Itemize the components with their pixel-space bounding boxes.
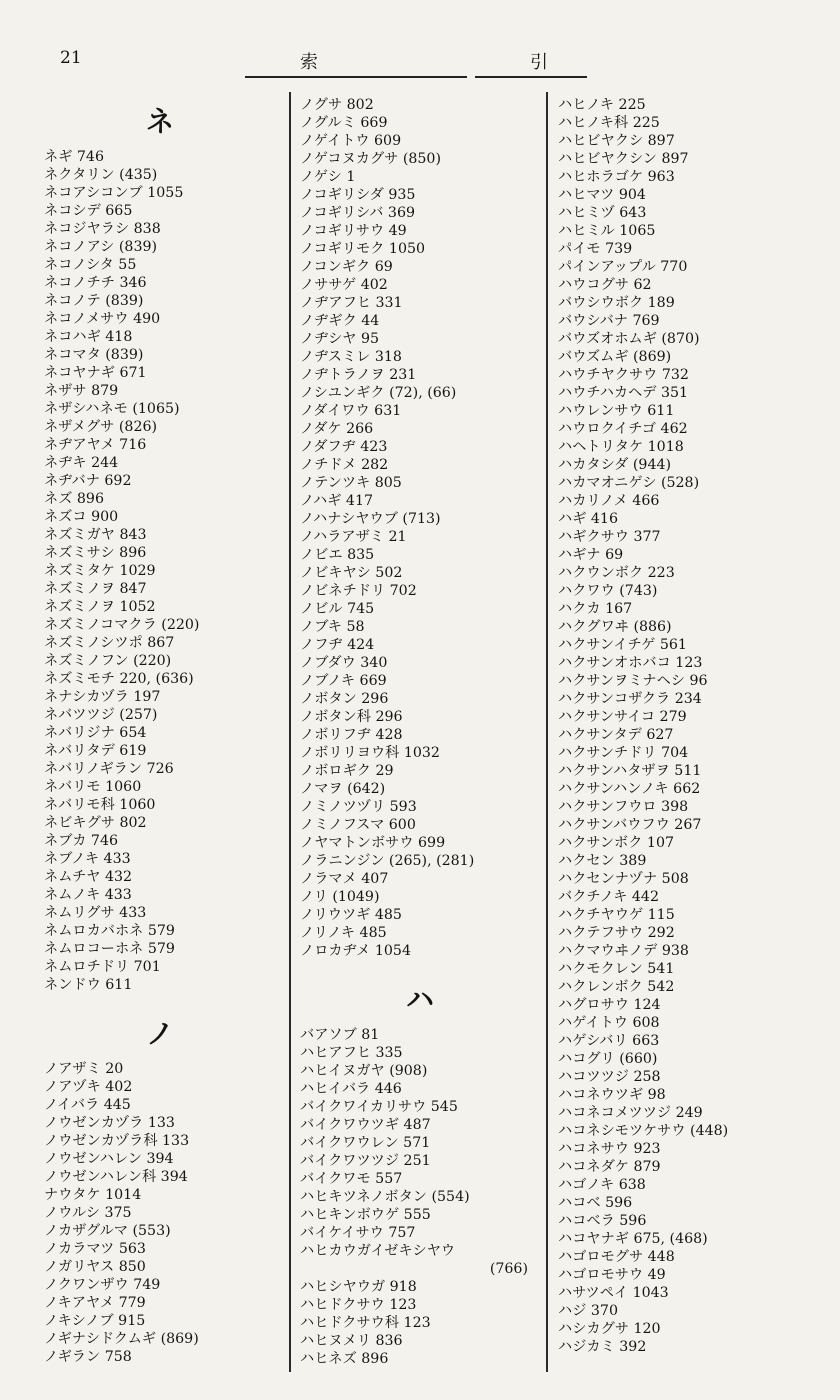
index-entry: ネムリグサ 433 — [44, 905, 147, 921]
index-entry: ノササゲ 402 — [300, 277, 388, 293]
index-entry: ハウロクイチゴ 462 — [558, 421, 688, 437]
index-entry: ネズミモチ 220, (636) — [44, 671, 194, 687]
index-entry: ハヒキツネノボタン (554) — [300, 1189, 470, 1205]
index-entry: ノチドメ 282 — [300, 457, 389, 473]
index-entry: ノマヲ (642) — [300, 781, 386, 797]
index-entry: ノフヂ 424 — [300, 637, 375, 653]
index-entry: ノカザグルマ (553) — [44, 1223, 171, 1239]
index-entry: ハクカ 167 — [558, 601, 633, 617]
index-entry: ノリ (1049) — [300, 889, 380, 905]
index-entry: ノキシノブ 915 — [44, 1313, 146, 1329]
index-entry: ネムロコーホネ 579 — [44, 941, 175, 957]
index-entry: ノロカヂメ 1054 — [300, 943, 411, 959]
index-entry: ハクウンボク 223 — [558, 565, 675, 581]
index-entry: ネンドウ 611 — [44, 977, 133, 993]
index-entry: ハゲシバリ 663 — [558, 1033, 660, 1049]
index-entry: ノグサ 802 — [300, 97, 374, 113]
index-entry: ノミノフスマ 600 — [300, 817, 416, 833]
index-entry: バイケイサウ 757 — [300, 1225, 416, 1241]
index-entry: ノヂアフヒ 331 — [300, 295, 403, 311]
index-entry: ハクサンコザクラ 234 — [558, 691, 702, 707]
index-entry: ノボリリヨウ科 1032 — [300, 745, 440, 761]
index-entry: ハサツペイ 1043 — [558, 1285, 669, 1301]
index-entry: ノダイワウ 631 — [300, 403, 402, 419]
index-entry: ノミノツヅリ 593 — [300, 799, 417, 815]
index-entry: ハヒホラゴケ 963 — [558, 169, 675, 185]
index-entry: ネコアシコンブ 1055 — [44, 185, 184, 201]
index-entry: ノボタン科 296 — [300, 709, 403, 725]
section-heading: ノ — [145, 1017, 174, 1050]
index-entry: ノヂスミレ 318 — [300, 349, 402, 365]
index-entry: ノリノキ 485 — [300, 925, 387, 941]
index-entry: ハヒキンボウゲ 555 — [300, 1207, 431, 1223]
index-entry: ハギクサウ 377 — [558, 529, 661, 545]
index-entry: ノゲイトウ 609 — [300, 133, 402, 149]
index-entry: ネムロカバホネ 579 — [44, 923, 175, 939]
header-rule-left — [245, 76, 467, 78]
index-entry: ノブノキ 669 — [300, 673, 387, 689]
index-entry: ノカラマツ 563 — [44, 1241, 146, 1257]
index-entry: バウシウボク 189 — [558, 295, 675, 311]
index-entry: ネバリジナ 654 — [44, 725, 147, 741]
index-entry: ネコノメサウ 490 — [44, 311, 161, 327]
index-entry: ノウゼンカヅラ科 133 — [44, 1133, 190, 1149]
section-spacer — [300, 960, 540, 974]
index-entry: ネバリノギラン 726 — [44, 761, 174, 777]
index-entry: ノボロギク 29 — [300, 763, 394, 779]
index-entry: ネズミタケ 1029 — [44, 563, 156, 579]
index-entry: バイクワイカリサウ 545 — [300, 1099, 458, 1115]
index-entry: ハウチハカヘデ 351 — [558, 385, 689, 401]
index-entry: ノコンギク 69 — [300, 259, 393, 275]
index-entry: ネムノキ 433 — [44, 887, 132, 903]
index-entry: ネヂアヤメ 716 — [44, 437, 147, 453]
index-entry: バイクワウツギ 487 — [300, 1117, 431, 1133]
index-entry: ハクサンサイコ 279 — [558, 709, 687, 725]
index-entry: ノキアヤメ 779 — [44, 1295, 146, 1311]
index-entry: ハコヤナギ 675, (468) — [558, 1231, 708, 1247]
index-entry: ノウゼンハレン科 394 — [44, 1169, 188, 1185]
section-heading: ハ — [405, 983, 434, 1016]
index-entry: ハウレンサウ 611 — [558, 403, 675, 419]
index-entry: ネムロチドリ 701 — [44, 959, 161, 975]
index-entry: バウシバナ 769 — [558, 313, 660, 329]
index-entry: ハシカグサ 120 — [558, 1321, 661, 1337]
index-entry: ノビル 745 — [300, 601, 375, 617]
index-entry: ノテンツキ 805 — [300, 475, 402, 491]
index-entry: ノリウツギ 485 — [300, 907, 402, 923]
index-entry: ハヒビヤクシン 897 — [558, 151, 689, 167]
index-entry: ハクサンハタザヲ 511 — [558, 763, 702, 779]
index-entry: ハクレンボク 542 — [558, 979, 675, 995]
index-entry: バクチノキ 442 — [558, 889, 659, 905]
index-entry: ノアザミ 20 — [44, 1061, 124, 1077]
index-entry: バウズオホムギ (870) — [558, 331, 700, 347]
index-entry: ハヒノキ科 225 — [558, 115, 660, 131]
index-entry: ハヒドクサウ 123 — [300, 1297, 417, 1313]
index-entry: ハコネウツギ 98 — [558, 1087, 666, 1103]
index-entry: ハギナ 69 — [558, 547, 624, 563]
index-entry: ノアヅキ 402 — [44, 1079, 133, 1095]
index-entry: ハクサンバウフウ 267 — [558, 817, 702, 833]
index-entry: ハヒイヌガヤ (908) — [300, 1063, 428, 1079]
index-entry: ネコノチチ 346 — [44, 275, 147, 291]
index-entry: ハヒヌメリ 836 — [300, 1333, 403, 1349]
index-entry: ノビキヤシ 502 — [300, 565, 403, 581]
index-entry: ノヂトラノヲ 231 — [300, 367, 417, 383]
header-rule-right — [475, 76, 587, 78]
index-entry: ハヒドクサウ科 123 — [300, 1315, 431, 1331]
index-entry: ノビネチドリ 702 — [300, 583, 417, 599]
index-entry: ハヒミル 1065 — [558, 223, 656, 239]
index-entry: ハクテフサウ 292 — [558, 925, 675, 941]
index-entry: ハコネダケ 879 — [558, 1159, 661, 1175]
index-entry: ネザサ 879 — [44, 383, 119, 399]
header-title-right: 引 — [530, 52, 548, 73]
index-entry: ネヂキ 244 — [44, 455, 119, 471]
index-entry: ネコマタ (839) — [44, 347, 144, 363]
index-entry: ハクセン 389 — [558, 853, 647, 869]
page-number: 21 — [60, 48, 82, 68]
index-entry: ネブノキ 433 — [44, 851, 131, 867]
index-entry: ノギナシドクムギ (869) — [44, 1331, 199, 1347]
index-entry: ノシユンギク (72), (66) — [300, 385, 457, 401]
index-entry: パイモ 739 — [558, 241, 633, 257]
index-entry: バイクワモ 557 — [300, 1171, 403, 1187]
index-entry: ネズミノコマクラ (220) — [44, 617, 200, 633]
index-entry: ノイバラ 445 — [44, 1097, 131, 1113]
index-entry: ハウコグサ 62 — [558, 277, 652, 293]
index-entry: バウズムギ (869) — [558, 349, 672, 365]
index-entry: ネコノシタ 55 — [44, 257, 137, 273]
index-entry: ネブカ 746 — [44, 833, 119, 849]
index-entry: ネズミノヲ 1052 — [44, 599, 156, 615]
index-entry: パインアップル 770 — [558, 259, 688, 275]
index-entry: ノコギリシダ 935 — [300, 187, 416, 203]
index-entry: ハギ 416 — [558, 511, 618, 527]
index-entry: ネザメグサ (826) — [44, 419, 158, 435]
index-entry: ノボタン 296 — [300, 691, 389, 707]
index-entry: ネムチヤ 432 — [44, 869, 133, 885]
index-entry: ハクセンナヅナ 508 — [558, 871, 689, 887]
index-entry: ネコノテ (839) — [44, 293, 144, 309]
index-entry: ハウチヤクサウ 732 — [558, 367, 689, 383]
index-entry: バイクワツツジ 251 — [300, 1153, 431, 1169]
index-entry: ハジ 370 — [558, 1303, 618, 1319]
index-entry: ハヒマツ 904 — [558, 187, 646, 203]
index-entry: ノグルミ 669 — [300, 115, 388, 131]
index-entry: ネコハギ 418 — [44, 329, 133, 345]
index-entry: ハゴロモサウ 49 — [558, 1267, 666, 1283]
index-entry: ハクマウヰノデ 938 — [558, 943, 689, 959]
index-column-3 — [558, 96, 840, 1356]
index-entry: ノコギリモク 1050 — [300, 241, 426, 257]
index-entry: ノハギ 417 — [300, 493, 374, 509]
index-entry: ネナシカヅラ 197 — [44, 689, 161, 705]
index-entry: ノゲシ 1 — [300, 169, 356, 185]
index-entry: ハカリノメ 466 — [558, 493, 660, 509]
index-entry: ノダフヂ 423 — [300, 439, 388, 455]
index-entry: ネヂバナ 692 — [44, 473, 132, 489]
column-divider-left — [289, 92, 291, 1372]
index-entry: ハクチヤウゲ 115 — [558, 907, 675, 923]
index-entry: バアソブ 81 — [300, 1027, 380, 1043]
index-entry: ハコグリ (660) — [558, 1051, 658, 1067]
section-heading: ネ — [145, 105, 174, 138]
index-entry: バイクワウレン 571 — [300, 1135, 431, 1151]
index-entry: ネバリタデ 619 — [44, 743, 147, 759]
index-entry: ハクサンチドリ 704 — [558, 745, 689, 761]
index-entry: ハヘトリタケ 1018 — [558, 439, 684, 455]
index-entry: ネバツツジ (257) — [44, 707, 158, 723]
index-entry: ハヒアフヒ 335 — [300, 1045, 403, 1061]
index-entry: ハグロサウ 124 — [558, 997, 661, 1013]
section-spacer — [44, 994, 276, 1008]
index-entry: ノビエ 835 — [300, 547, 375, 563]
index-entry: ネズコ 900 — [44, 509, 119, 525]
index-entry: ハヒシヤウガ 918 — [300, 1279, 417, 1295]
index-entry: ノハラアザミ 21 — [300, 529, 407, 545]
index-entry: ハゲイトウ 608 — [558, 1015, 660, 1031]
index-entry: ハコベラ 596 — [558, 1213, 647, 1229]
index-entry: ハカマオニゲシ (528) — [558, 475, 700, 491]
index-entry: ハクサンタデ 627 — [558, 727, 674, 743]
index-entry: ハクサンオホバコ 123 — [558, 655, 703, 671]
index-entry: ノラマメ 407 — [300, 871, 389, 887]
index-entry: ハクサンハンノキ 662 — [558, 781, 701, 797]
index-entry: ノヤマトンボサウ 699 — [300, 835, 446, 851]
index-entry: ハヒビヤクシ 897 — [558, 133, 675, 149]
index-entry: ネズミサシ 896 — [44, 545, 147, 561]
index-entry: ネビキグサ 802 — [44, 815, 147, 831]
index-entry: ノガリヤス 850 — [44, 1259, 146, 1275]
index-entry: ハクサンヲミナヘシ 96 — [558, 673, 708, 689]
index-entry: ハクワウ (743) — [558, 583, 658, 599]
index-entry: ネギ 746 — [44, 149, 104, 165]
index-entry: ハジカミ 392 — [558, 1339, 647, 1355]
index-entry: ノハナシヤウブ (713) — [300, 511, 441, 527]
index-entry: ハクグワヰ (886) — [558, 619, 672, 635]
index-entry: ノウゼンハレン 394 — [44, 1151, 174, 1167]
index-entry: (766) — [489, 1261, 528, 1277]
index-entry: ノゲコヌカグサ (850) — [300, 151, 441, 167]
index-entry: ノヂシヤ 95 — [300, 331, 380, 347]
index-entry: ナウタケ 1014 — [44, 1187, 142, 1203]
index-entry: ネザシハネモ (1065) — [44, 401, 180, 417]
index-entry: ハコツツジ 258 — [558, 1069, 661, 1085]
index-column-2 — [300, 96, 540, 1368]
index-entry: ネバリモ科 1060 — [44, 797, 156, 813]
index-entry: ハクサンイチゲ 561 — [558, 637, 687, 653]
index-entry: ネズミガヤ 843 — [44, 527, 147, 543]
index-entry: ノボリフヂ 428 — [300, 727, 403, 743]
index-entry: ネズミノシツポ 867 — [44, 635, 175, 651]
index-entry: ハヒカウガイゼキシヤウ — [300, 1243, 456, 1259]
index-entry: ノダケ 266 — [300, 421, 374, 437]
index-entry: ノコギリシバ 369 — [300, 205, 416, 221]
index-entry: ネクタリン (435) — [44, 167, 158, 183]
column-divider-right — [546, 92, 548, 1372]
index-entry: ハコネシモツケサウ (448) — [558, 1123, 729, 1139]
index-entry: ノヂギク 44 — [300, 313, 380, 329]
index-column-1 — [44, 96, 276, 1366]
index-entry: ハヒノキ 225 — [558, 97, 646, 113]
index-entry: ハヒネズ 896 — [300, 1351, 389, 1367]
index-entry: ネコノアシ (839) — [44, 239, 158, 255]
index-entry: ハコネサウ 923 — [558, 1141, 661, 1157]
index-entry: ネバリモ 1060 — [44, 779, 142, 795]
index-entry: ネコシデ 665 — [44, 203, 133, 219]
index-entry: ネズミノフン (220) — [44, 653, 172, 669]
index-entry: ハゴロモグサ 448 — [558, 1249, 675, 1265]
index-entry: ノブキ 58 — [300, 619, 365, 635]
index-entry: ノブダウ 340 — [300, 655, 388, 671]
index-entry: ハクモクレン 541 — [558, 961, 675, 977]
index-entry: ネコヤナギ 671 — [44, 365, 147, 381]
index-entry: ノウゼンカヅラ 133 — [44, 1115, 175, 1131]
index-entry: ハコネコメツツジ 249 — [558, 1105, 703, 1121]
index-entry: ハクサンフウロ 398 — [558, 799, 689, 815]
index-entry: ノコギリサウ 49 — [300, 223, 407, 239]
index-entry: ハヒミヅ 643 — [558, 205, 647, 221]
index-entry: ハカタシダ (944) — [558, 457, 672, 473]
index-entry: ネズ 896 — [44, 491, 104, 507]
header-title-left: 索 — [300, 52, 318, 73]
index-entry: ハヒイバラ 446 — [300, 1081, 402, 1097]
index-entry: ハクサンボク 107 — [558, 835, 675, 851]
index-entry: ハコベ 596 — [558, 1195, 633, 1211]
index-entry: ハゴノキ 638 — [558, 1177, 646, 1193]
index-entry: ネコジヤラシ 838 — [44, 221, 161, 237]
index-entry: ノウルシ 375 — [44, 1205, 132, 1221]
index-entry: ノラニンジン (265), (281) — [300, 853, 475, 869]
index-entry: ノクワンザウ 749 — [44, 1277, 161, 1293]
index-entry: ネズミノヲ 847 — [44, 581, 147, 597]
index-entry: ノギラン 758 — [44, 1349, 132, 1365]
